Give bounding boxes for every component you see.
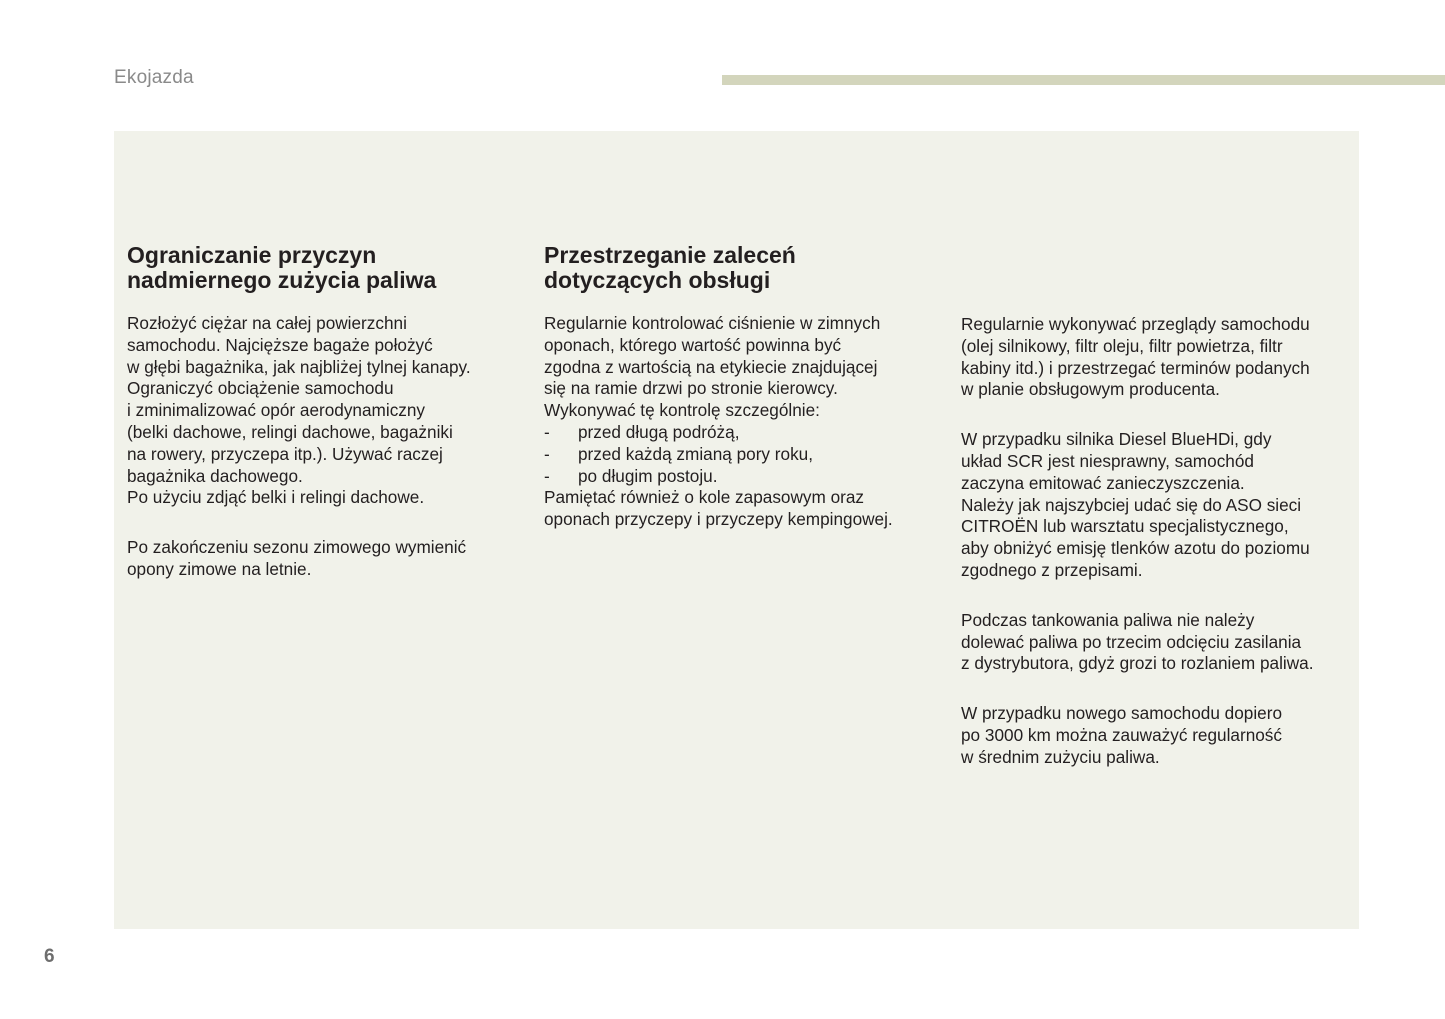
heading-fuel-consumption <box>127 243 517 293</box>
paragraph-new-car <box>961 703 1356 768</box>
column-additional-tips <box>961 314 1351 797</box>
text-line: oponach, którego wartość powinna być <box>544 334 842 355</box>
column-fuel-consumption <box>127 243 517 609</box>
heading-line: dotyczących obsługi <box>544 267 771 293</box>
text-line: na rowery, przyczepa itp.). Używać raczej <box>127 443 443 464</box>
heading-line: nadmiernego zużycia paliwa <box>127 267 437 293</box>
text-line: z dystrybutora, gdyż grozi to rozlaniem paliwa. <box>961 653 1314 674</box>
header-accent-bar <box>722 75 1445 85</box>
text-line: W przypadku silnika Diesel BlueHDi, gdy <box>961 429 1272 450</box>
text-line: oponach przyczepy i przyczepy kempingowej. <box>544 509 893 530</box>
paragraph-bluehdi <box>961 429 1356 582</box>
list-item <box>544 422 934 444</box>
heading-line: Przestrzeganie zaleceń <box>544 242 796 268</box>
text-line: kabiny itd.) i przestrzegać terminów podanych <box>961 357 1310 378</box>
column-maintenance <box>544 243 934 559</box>
text-line: w średnim zużyciu paliwa. <box>961 746 1160 767</box>
paragraph-service <box>961 314 1356 401</box>
list-item <box>544 466 934 488</box>
bullet-dash: - <box>544 443 550 464</box>
text-line: Po zakończeniu sezonu zimowego wymienić <box>127 537 467 558</box>
text-line: Po użyciu zdjąć belki i relingi dachowe. <box>127 487 425 508</box>
text-line: zaczyna emitować zanieczyszczenia. <box>961 472 1245 493</box>
text-line: opony zimowe na letnie. <box>127 558 312 579</box>
text-line: CITROËN lub warsztatu specjalistycznego, <box>961 516 1289 537</box>
section-title: Ekojazda <box>114 67 194 88</box>
list-item <box>544 444 934 466</box>
text-line: aby obniżyć emisję tlenków azotu do poziomu <box>961 538 1310 559</box>
text-line: Podczas tankowania paliwa nie należy <box>961 609 1255 630</box>
text-line: (olej silnikowy, filtr oleju, filtr powietrza, filtr <box>961 335 1283 356</box>
paragraph-tyres-season <box>127 537 517 581</box>
page-number: 6 <box>44 946 55 967</box>
heading-line: Ograniczanie przyczyn <box>127 242 377 268</box>
paragraph-load <box>127 313 517 509</box>
text-line: dolewać paliwa po trzecim odcięciu zasilania <box>961 631 1302 652</box>
text-line: Należy jak najszybciej udać się do ASO sieci <box>961 494 1302 515</box>
text-line: się na ramie drzwi po stronie kierowcy. <box>544 378 838 399</box>
paragraph-tyre-pressure <box>544 313 934 531</box>
text-line: bagażnika dachowego. <box>127 465 303 486</box>
heading-maintenance <box>544 243 934 293</box>
text-line: Regularnie kontrolować ciśnienie w zimnych <box>544 313 881 333</box>
bullet-text: przed długą podróżą, <box>578 421 740 442</box>
bullet-text: po długim postoju. <box>578 465 718 486</box>
bullet-dash: - <box>544 421 550 442</box>
bullet-dash: - <box>544 465 550 486</box>
text-line: w głębi bagażnika, jak najbliżej tylnej kanapy. <box>127 356 471 377</box>
text-line: samochodu. Najcięższe bagaże położyć <box>127 334 433 355</box>
text-line: zgodnego z przepisami. <box>961 559 1143 580</box>
text-line: układ SCR jest niesprawny, samochód <box>961 450 1254 471</box>
bullet-text: przed każdą zmianą pory roku, <box>578 443 814 464</box>
text-line: i zminimalizować opór aerodynamiczny <box>127 400 426 421</box>
text-line: po 3000 km można zauważyć regularność <box>961 724 1282 745</box>
text-line: Ograniczyć obciążenie samochodu <box>127 378 394 399</box>
text-line: (belki dachowe, relingi dachowe, bagażniki <box>127 421 453 442</box>
text-line: W przypadku nowego samochodu dopiero <box>961 703 1283 724</box>
text-line: w planie obsługowym producenta. <box>961 379 1220 400</box>
text-line: Wykonywać tę kontrolę szczególnie: <box>544 400 820 421</box>
text-line: zgodna z wartością na etykiecie znajdującej <box>544 356 878 377</box>
paragraph-refuelling <box>961 610 1356 675</box>
text-line: Pamiętać również o kole zapasowym oraz <box>544 487 865 508</box>
text-line: Regularnie wykonywać przeglądy samochodu <box>961 314 1310 334</box>
text-line: Rozłożyć ciężar na całej powierzchni <box>127 313 407 333</box>
